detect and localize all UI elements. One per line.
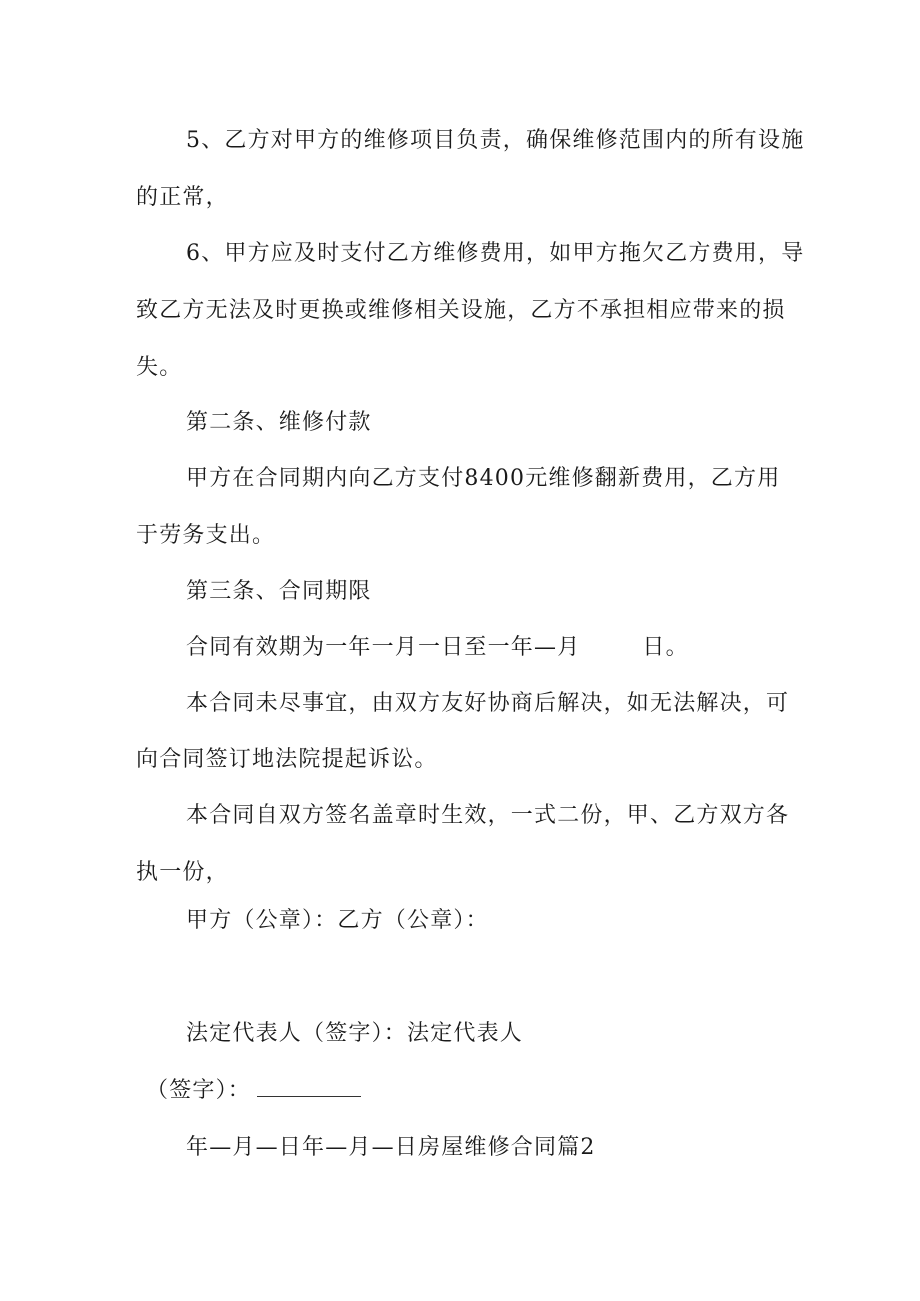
signature-label: （签字）： <box>146 1078 252 1103</box>
effect-line-1: 本合同自双方签名盖章时生效，一式二份，甲、乙方双方各 <box>186 803 790 828</box>
payment-line-1: 甲方在合同期内向乙方支付8400元维修翻新费用，乙方用 <box>186 466 781 491</box>
seal-line: 甲方（公章）：乙方（公章）： <box>186 908 489 933</box>
effect-line-2: 执一份， <box>136 860 229 885</box>
clause-6-line-1: 6、甲方应及时支付乙方维修费用，如甲方拖欠乙方费用，导 <box>186 241 805 266</box>
term-text: 合同有效期为一年一月一日至一年—月 <box>186 635 581 660</box>
term-day: 日。 <box>642 635 689 660</box>
term-line <box>186 634 689 662</box>
dispute-line-2: 向合同签订地法院提起诉讼。 <box>136 747 438 772</box>
clause-5-line-1: 5、乙方对甲方的维修项目负责，确保维修范围内的所有设施 <box>186 128 805 153</box>
clause-6-line-3: 失。 <box>136 355 183 380</box>
representative-line: 法定代表人（签字）：法定代表人 <box>186 1021 524 1046</box>
date-title-line: 年—月—日年—月—日房屋维修合同篇2 <box>186 1135 596 1160</box>
payment-line-2: 于劳务支出。 <box>136 523 276 548</box>
article-3-heading: 第三条、合同期限 <box>186 579 372 604</box>
signature-blank <box>257 1078 361 1097</box>
clause-5-line-2: 的正常， <box>136 185 229 210</box>
dispute-line-1: 本合同未尽事宜，由双方友好协商后解决，如无法解决，可 <box>186 691 790 716</box>
signature-line <box>146 1077 361 1105</box>
clause-6-line-2: 致乙方无法及时更换或维修相关设施，乙方不承担相应带来的损 <box>136 298 786 323</box>
article-2-heading: 第二条、维修付款 <box>186 410 372 435</box>
